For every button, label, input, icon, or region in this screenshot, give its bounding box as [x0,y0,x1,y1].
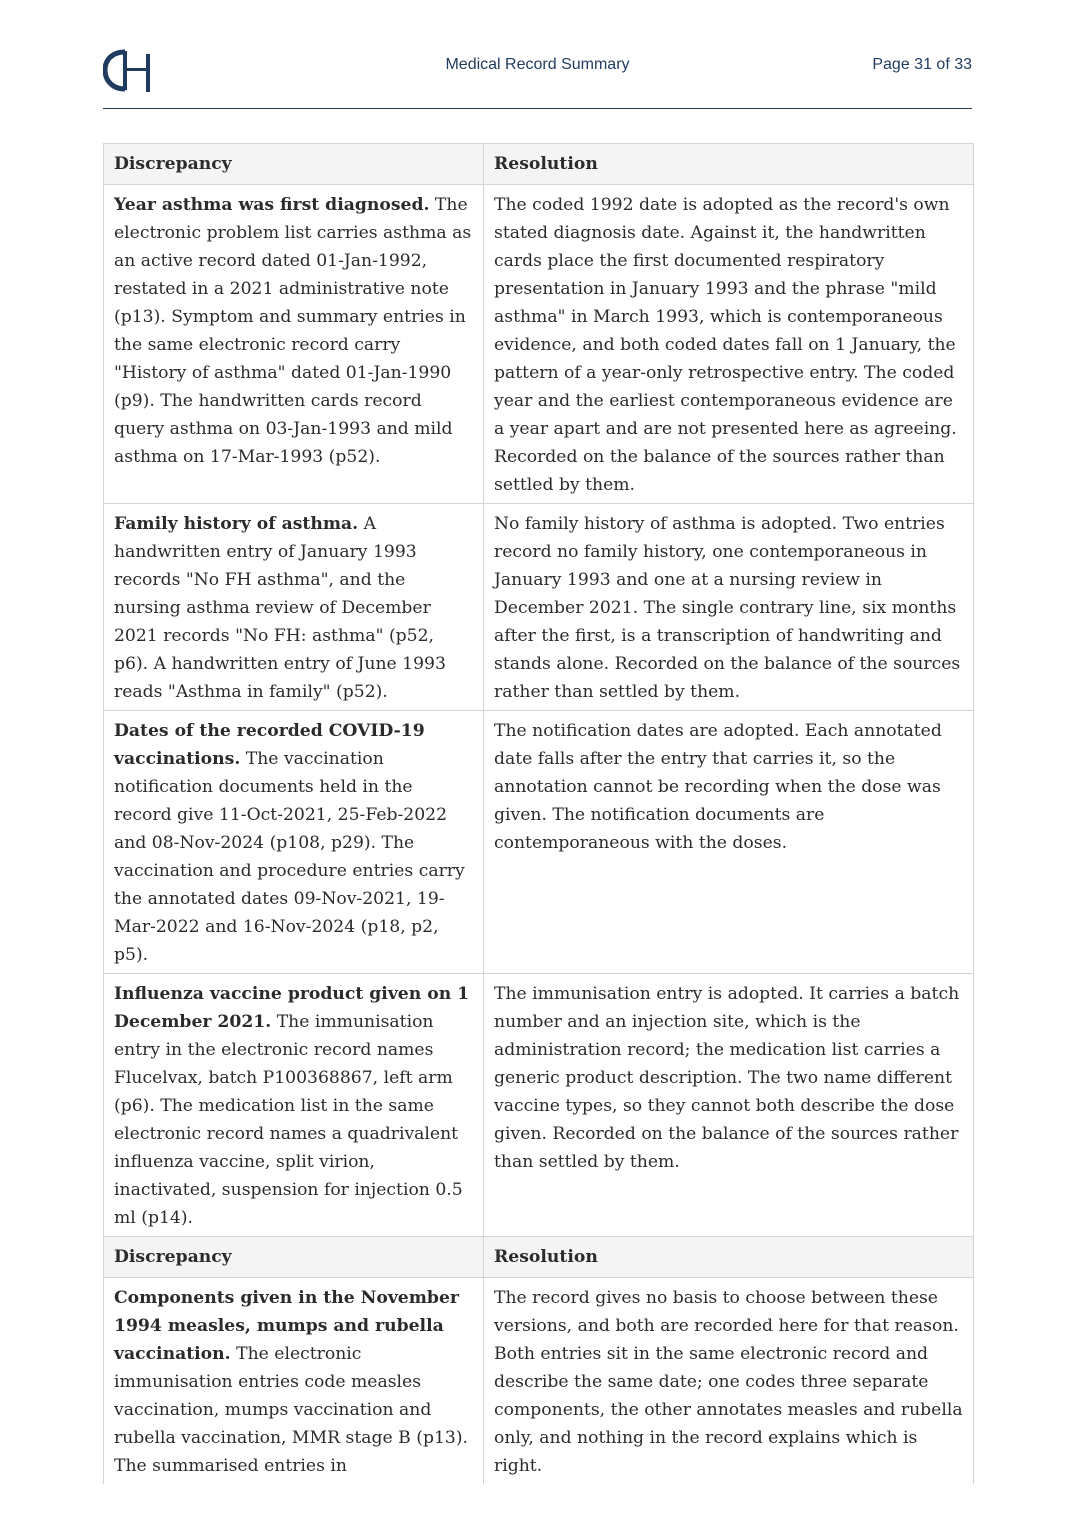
table-row [104,504,974,711]
table-row [104,711,974,974]
resolution-header: Resolution [484,144,974,185]
discrepancy-detail: The electronic immunisation entries code measles vaccination, mumps vaccination and rubella vaccination, MMR stage B (p13). The summarised entries in [114,1344,468,1476]
discrepancy-lead: Influenza vaccine product given on 1 December 2021. [114,984,470,1032]
discrepancy-cell [104,185,484,504]
resolution-cell: No family history of asthma is adopted. Two entries record no family history, one contemporaneous in January 1993 and one at a nursing review in December 2021. The single contrary line, six months after the first, is a transcription of handwriting and stands alone. Recorded on the balance of the sources rather than settled by them. [484,504,974,711]
discrepancy-table [103,143,974,1484]
discrepancy-detail: The vaccination notification documents held in the record give 11-Oct-2021, 25-Feb-2022 and 08-Nov-2024 (p108, p29). The vaccination and procedure entries carry the annotated dates 09-Nov-2021, 19-Mar-2022 and 16-Nov-2024 (p18, p2, p5). [114,749,465,965]
discrepancy-detail: The electronic problem list carries asthma as an active record dated 01-Jan-1992, restated in a 2021 administrative note (p13). Symptom and summary entries in the same electronic record carry "History of asthma" dated 01-Jan-1990 (p9). The handwritten cards record query asthma on 03-Jan-1993 and mild asthma on 17-Mar-1993 (p52). [114,195,472,467]
discrepancy-lead: Family history of asthma. [114,514,359,534]
resolution-cell: The immunisation entry is adopted. It carries a batch number and an injection site, which is the administration record; the medication list carries a generic product description. The two name different vaccine types, so they cannot both describe the dose given. Recorded on the balance of the sources rather than settled by them. [484,974,974,1237]
resolution-cell: The record gives no basis to choose between these versions, and both are recorded here for that reason. Both entries sit in the same electronic record and describe the same date; one codes three separate components, the other annotates measles and rubella only, and nothing in the record explains which is right. [484,1278,974,1485]
document-title: Medical Record Summary [445,56,630,73]
resolution-cell: The coded 1992 date is adopted as the record's own stated diagnosis date. Against it, the handwritten cards place the first documented respiratory presentation in January 1993 and the phrase "mild asthma" in March 1993, which is contemporaneous evidence, and both coded dates fall on 1 January, the pattern of a year-only retrospective entry. The coded year and the earliest contemporaneous evidence are a year apart and are not presented here as agreeing. Recorded on the balance of the sources rather than settled by them. [484,185,974,504]
discrepancy-lead: Dates of the recorded COVID-19 vaccinations. [114,721,425,769]
discrepancy-header: Discrepancy [104,144,484,185]
discrepancy-detail: The immunisation entry in the electronic record names Flucelvax, batch P100368867, left arm (p6). The medication list in the same electronic record names a quadrivalent influenza vaccine, split virion, inactivated, suspension for injection 0.5 ml (p14). [114,1012,463,1228]
discrepancy-cell [104,974,484,1237]
discrepancy-cell [104,1278,484,1485]
table-row [104,185,974,504]
discrepancy-lead: Components given in the November 1994 measles, mumps and rubella vaccination. [114,1288,459,1364]
discrepancy-cell [104,711,484,974]
resolution-header: Resolution [484,1237,974,1278]
table-row [104,974,974,1237]
table-header-row [104,144,974,185]
discrepancy-lead: Year asthma was first diagnosed. [114,195,430,215]
page-number: Page 31 of 33 [872,56,972,73]
page-header [103,44,972,109]
discrepancy-header: Discrepancy [104,1237,484,1278]
discrepancy-cell [104,504,484,711]
table-row [104,1278,974,1485]
resolution-cell: The notification dates are adopted. Each annotated date falls after the entry that carries it, so the annotation cannot be recording when the dose was given. The notification documents are contemporaneous with the doses. [484,711,974,974]
discrepancy-detail: A handwritten entry of January 1993 records "No FH asthma", and the nursing asthma review of December 2021 records "No FH: asthma" (p52, p6). A handwritten entry of June 1993 reads "Asthma in family" (p52). [114,514,446,702]
table-header-row-repeat [104,1237,974,1278]
